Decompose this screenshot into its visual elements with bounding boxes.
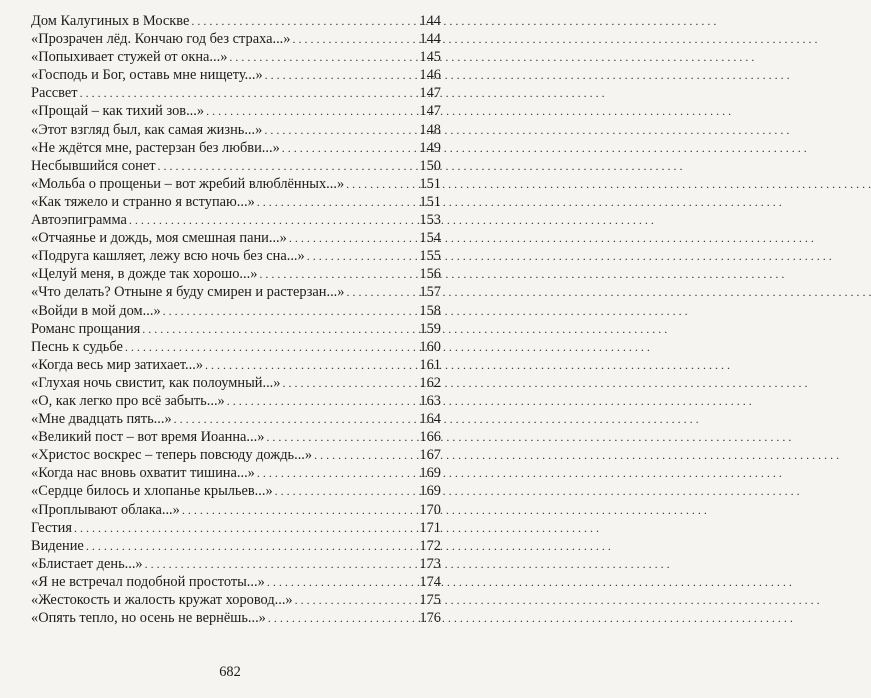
toc-entry-page: 163 — [419, 392, 441, 409]
dot-leader — [267, 573, 417, 591]
toc-entry-page: 156 — [419, 266, 441, 283]
toc-entry — [31, 374, 441, 392]
dot-leader — [125, 338, 417, 356]
toc-entry — [31, 392, 441, 410]
toc-entry-page: 174 — [419, 573, 441, 590]
toc-entry — [31, 320, 441, 338]
toc-entry — [31, 302, 441, 320]
toc-entry-page: 170 — [419, 501, 441, 518]
dot-leader — [282, 374, 417, 392]
toc-entry — [31, 537, 441, 555]
toc-entry-page: 144 — [419, 31, 441, 48]
toc-entry-page: 145 — [419, 49, 441, 66]
dot-leader — [264, 121, 417, 139]
toc-entry-title: «Глухая ночь свистит, как полоумный...» — [31, 374, 281, 391]
toc-entry-page: 171 — [419, 519, 441, 536]
toc-entry — [31, 139, 441, 157]
toc-entry-title: «Прощай – как тихий зов...» — [31, 103, 205, 120]
toc-entry-page: 144 — [419, 13, 441, 29]
toc-entry — [31, 446, 441, 464]
dot-leader — [292, 30, 417, 48]
toc-entry-page: 166 — [419, 429, 441, 446]
toc-entry-page: 172 — [419, 537, 441, 554]
dot-leader — [145, 555, 417, 573]
toc-entry — [31, 48, 441, 66]
table-of-contents — [31, 12, 441, 627]
toc-entry-title: «Как тяжело и странно я вступаю...» — [31, 193, 255, 210]
toc-entry — [31, 265, 441, 283]
dot-leader — [86, 537, 417, 555]
dot-leader — [174, 410, 417, 428]
toc-entry — [31, 84, 441, 102]
dot-leader — [191, 12, 417, 30]
toc-entry-title: Песнь к судьбе — [31, 338, 123, 355]
toc-entry-title: «Подруга кашляет, лежу всю ночь без сна...» — [31, 248, 305, 265]
toc-entry — [31, 229, 441, 247]
toc-entry-title: «Войди в мой дом...» — [31, 302, 161, 319]
toc-entry-page: 157 — [419, 284, 441, 301]
toc-entry-page: 161 — [419, 356, 441, 373]
dot-leader — [266, 428, 417, 446]
toc-entry-page: 173 — [419, 555, 441, 572]
toc-entry-title: «Мне двадцать пять...» — [31, 411, 172, 428]
toc-entry-title: «Христос воскрес – теперь повсюду дождь...» — [31, 447, 313, 464]
toc-entry-page: 164 — [419, 411, 441, 428]
toc-entry-title: Романс прощания — [31, 320, 141, 337]
toc-entry-title: «Этот взгляд был, как самая жизнь...» — [31, 121, 263, 138]
dot-leader — [206, 102, 417, 120]
toc-entry-page: 175 — [419, 592, 441, 608]
dot-leader — [74, 519, 417, 537]
toc-entry-page: 176 — [419, 610, 441, 627]
toc-entry-title: «Попыхивает стужей от окна...» — [31, 49, 228, 66]
dot-leader — [259, 265, 417, 283]
toc-entry — [31, 356, 441, 374]
dot-leader — [314, 446, 417, 464]
toc-entry — [31, 519, 441, 537]
toc-entry — [31, 121, 441, 139]
toc-entry-title: «Мольба о прощеньи – вот жребий влюблённых...» — [31, 175, 345, 192]
dot-leader — [257, 464, 417, 482]
dot-leader — [142, 320, 417, 338]
toc-entry-title: «Прозрачен лёд. Кончаю год без страха...» — [31, 31, 291, 48]
dot-leader — [346, 283, 417, 301]
dot-leader — [257, 193, 417, 211]
toc-entry-page: 158 — [419, 302, 441, 319]
toc-entry-page: 148 — [419, 121, 441, 138]
toc-entry — [31, 211, 441, 229]
toc-entry-page: 155 — [419, 248, 441, 265]
dot-leader — [295, 591, 417, 609]
dot-leader — [268, 609, 417, 627]
toc-entry-title: Гестия — [31, 519, 72, 536]
toc-entry-title: «Что делать? Отныне я буду смирен и растерзан...» — [31, 284, 345, 301]
dot-leader — [275, 482, 417, 500]
toc-entry-title: Автоэпиграмма — [31, 212, 127, 229]
toc-entry — [31, 102, 441, 120]
toc-entry — [31, 482, 441, 500]
toc-entry — [31, 338, 441, 356]
dot-leader — [205, 356, 417, 374]
toc-entry — [31, 609, 441, 627]
toc-entry-page: 169 — [419, 465, 441, 482]
toc-entry-page: 154 — [419, 230, 441, 247]
dot-leader — [158, 157, 417, 175]
toc-entry-page: 149 — [419, 139, 441, 156]
toc-entry-page: 160 — [419, 338, 441, 355]
toc-entry-title: «Сердце билось и хлопанье крыльев...» — [31, 483, 273, 500]
toc-entry-title: «О, как легко про всё забыть...» — [31, 392, 225, 409]
toc-entry — [31, 175, 441, 193]
dot-leader — [265, 66, 417, 84]
toc-entry — [31, 193, 441, 211]
toc-entry-page: 162 — [419, 374, 441, 391]
toc-entry — [31, 66, 441, 84]
toc-entry-page: 159 — [419, 320, 441, 337]
toc-entry — [31, 410, 441, 428]
toc-entry-title: «Я не встречал подобной простоты...» — [31, 573, 265, 590]
toc-entry — [31, 247, 441, 265]
toc-entry-title: «Отчаянье и дождь, моя смешная пани...» — [31, 230, 287, 247]
toc-entry-title: «Жестокость и жалость кружат хоровод...» — [31, 592, 293, 608]
toc-entry-page: 150 — [419, 157, 441, 174]
toc-entry — [31, 555, 441, 573]
toc-entry-title: «Когда весь мир затихает...» — [31, 356, 204, 373]
toc-entry-title: Видение — [31, 537, 84, 554]
toc-entry-title: «Опять тепло, но осень не вернёшь...» — [31, 610, 266, 627]
dot-leader — [163, 302, 417, 320]
toc-entry-title: «Блистает день...» — [31, 555, 143, 572]
toc-entry-title: Рассвет — [31, 85, 78, 102]
toc-entry-page: 151 — [419, 175, 441, 192]
toc-entry — [31, 501, 441, 519]
toc-entry — [31, 464, 441, 482]
toc-entry-title: «Проплывают облака...» — [31, 501, 180, 518]
toc-entry-page: 146 — [419, 67, 441, 84]
dot-leader — [80, 84, 417, 102]
toc-entry-page: 147 — [419, 85, 441, 102]
dot-leader — [289, 229, 417, 247]
toc-entry-title: «Когда нас вновь охватит тишина...» — [31, 465, 255, 482]
dot-leader — [307, 247, 417, 265]
toc-entry-page: 167 — [419, 447, 441, 464]
toc-entry — [31, 12, 441, 30]
toc-entry-page: 147 — [419, 103, 441, 120]
dot-leader — [282, 139, 417, 157]
toc-entry-title: Дом Калугиных в Москве — [31, 13, 190, 29]
page-number: 682 — [219, 664, 241, 680]
toc-entry-title: «Господь и Бог, оставь мне нищету...» — [31, 67, 263, 84]
toc-entry-page: 169 — [419, 483, 441, 500]
toc-entry-page: 153 — [419, 212, 441, 229]
toc-entry — [31, 283, 441, 301]
toc-entry-title: «Не ждётся мне, растерзан без любви...» — [31, 139, 280, 156]
toc-entry-title: Несбывшийся сонет — [31, 157, 156, 174]
toc-entry — [31, 591, 441, 609]
toc-entry-page: 151 — [419, 193, 441, 210]
dot-leader — [182, 501, 417, 519]
dot-leader — [129, 211, 417, 229]
dot-leader — [229, 48, 417, 66]
toc-entry-title: «Великий пост – вот время Иоанна...» — [31, 429, 265, 446]
toc-entry-title: «Целуй меня, в дожде так хорошо...» — [31, 266, 258, 283]
toc-entry — [31, 573, 441, 591]
toc-entry — [31, 157, 441, 175]
dot-leader — [346, 175, 417, 193]
toc-entry — [31, 428, 441, 446]
toc-entry — [31, 30, 441, 48]
dot-leader — [227, 392, 417, 410]
